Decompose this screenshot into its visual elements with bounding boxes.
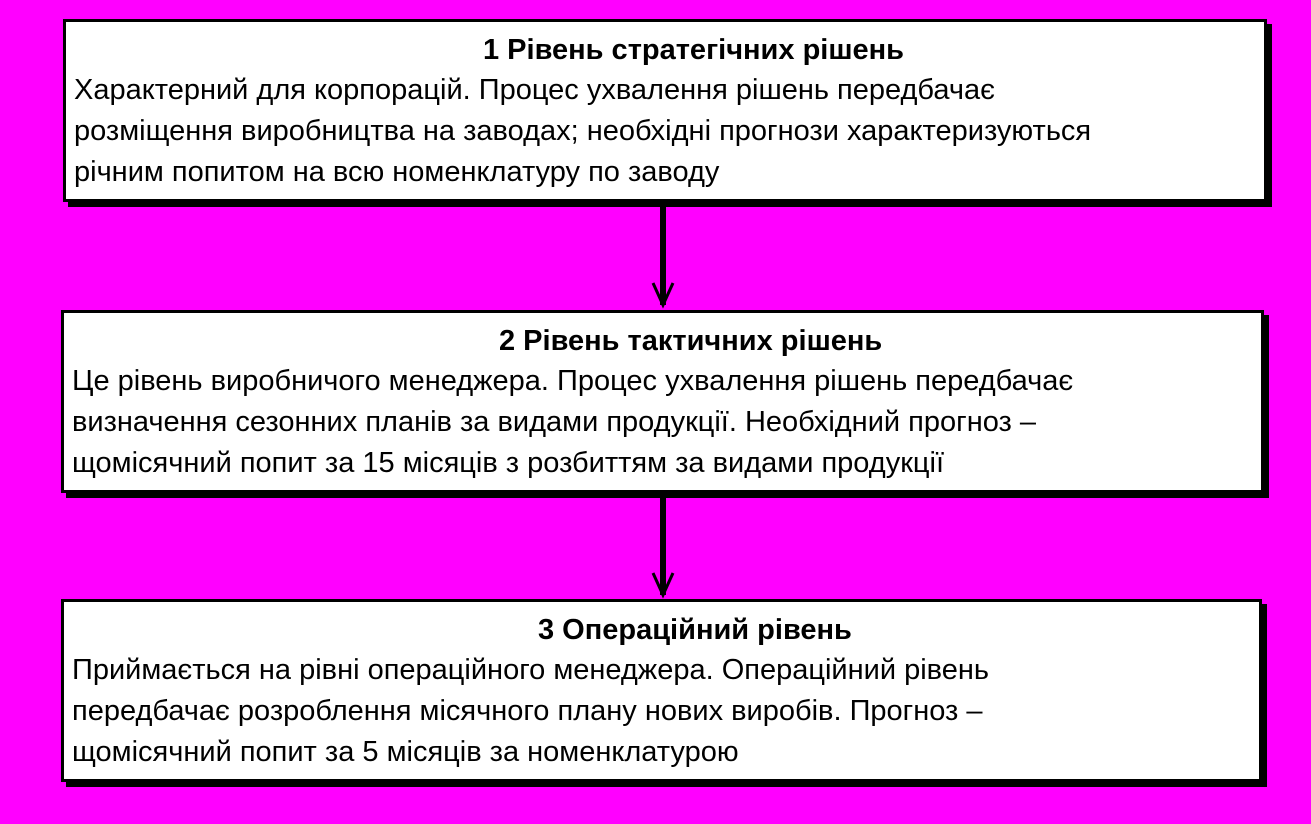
description-line: щомісячний попит за 5 місяців за номенклатурою (72, 736, 739, 768)
description-line: розміщення виробництва на заводах; необхідні прогнози характеризуються (74, 115, 1092, 147)
operational-level-description (72, 650, 1251, 773)
description-line: Це рівень виробничого менеджера. Процес ухвалення рішень передбачає (72, 365, 1074, 397)
strategic-level-description (74, 70, 1256, 193)
operational-level-title: 3 Операційний рівень (538, 614, 852, 646)
description-line: передбачає розроблення місячного плану нових виробів. Прогноз – (72, 695, 983, 727)
strategic-level-box (63, 19, 1267, 202)
description-line: визначення сезонних планів за видами продукції. Необхідний прогноз – (72, 406, 1036, 438)
description-line: річним попитом на всю номенклатуру по заводу (74, 156, 720, 188)
description-line: Характерний для корпорацій. Процес ухвалення рішень передбачає (74, 74, 995, 106)
strategic-level-title: 1 Рівень стратегічних рішень (483, 34, 904, 66)
tactical-level-title: 2 Рівень тактичних рішень (499, 325, 883, 357)
down-arrow-icon (648, 495, 678, 600)
description-line: щомісячний попит за 15 місяців з розбиттям за видами продукції (72, 447, 944, 479)
description-line: Приймається на рівні операційного менеджера. Операційний рівень (72, 654, 989, 686)
down-arrow-icon (648, 205, 678, 310)
tactical-level-box (61, 310, 1264, 493)
tactical-level-description (72, 361, 1253, 484)
operational-level-box (61, 599, 1262, 782)
